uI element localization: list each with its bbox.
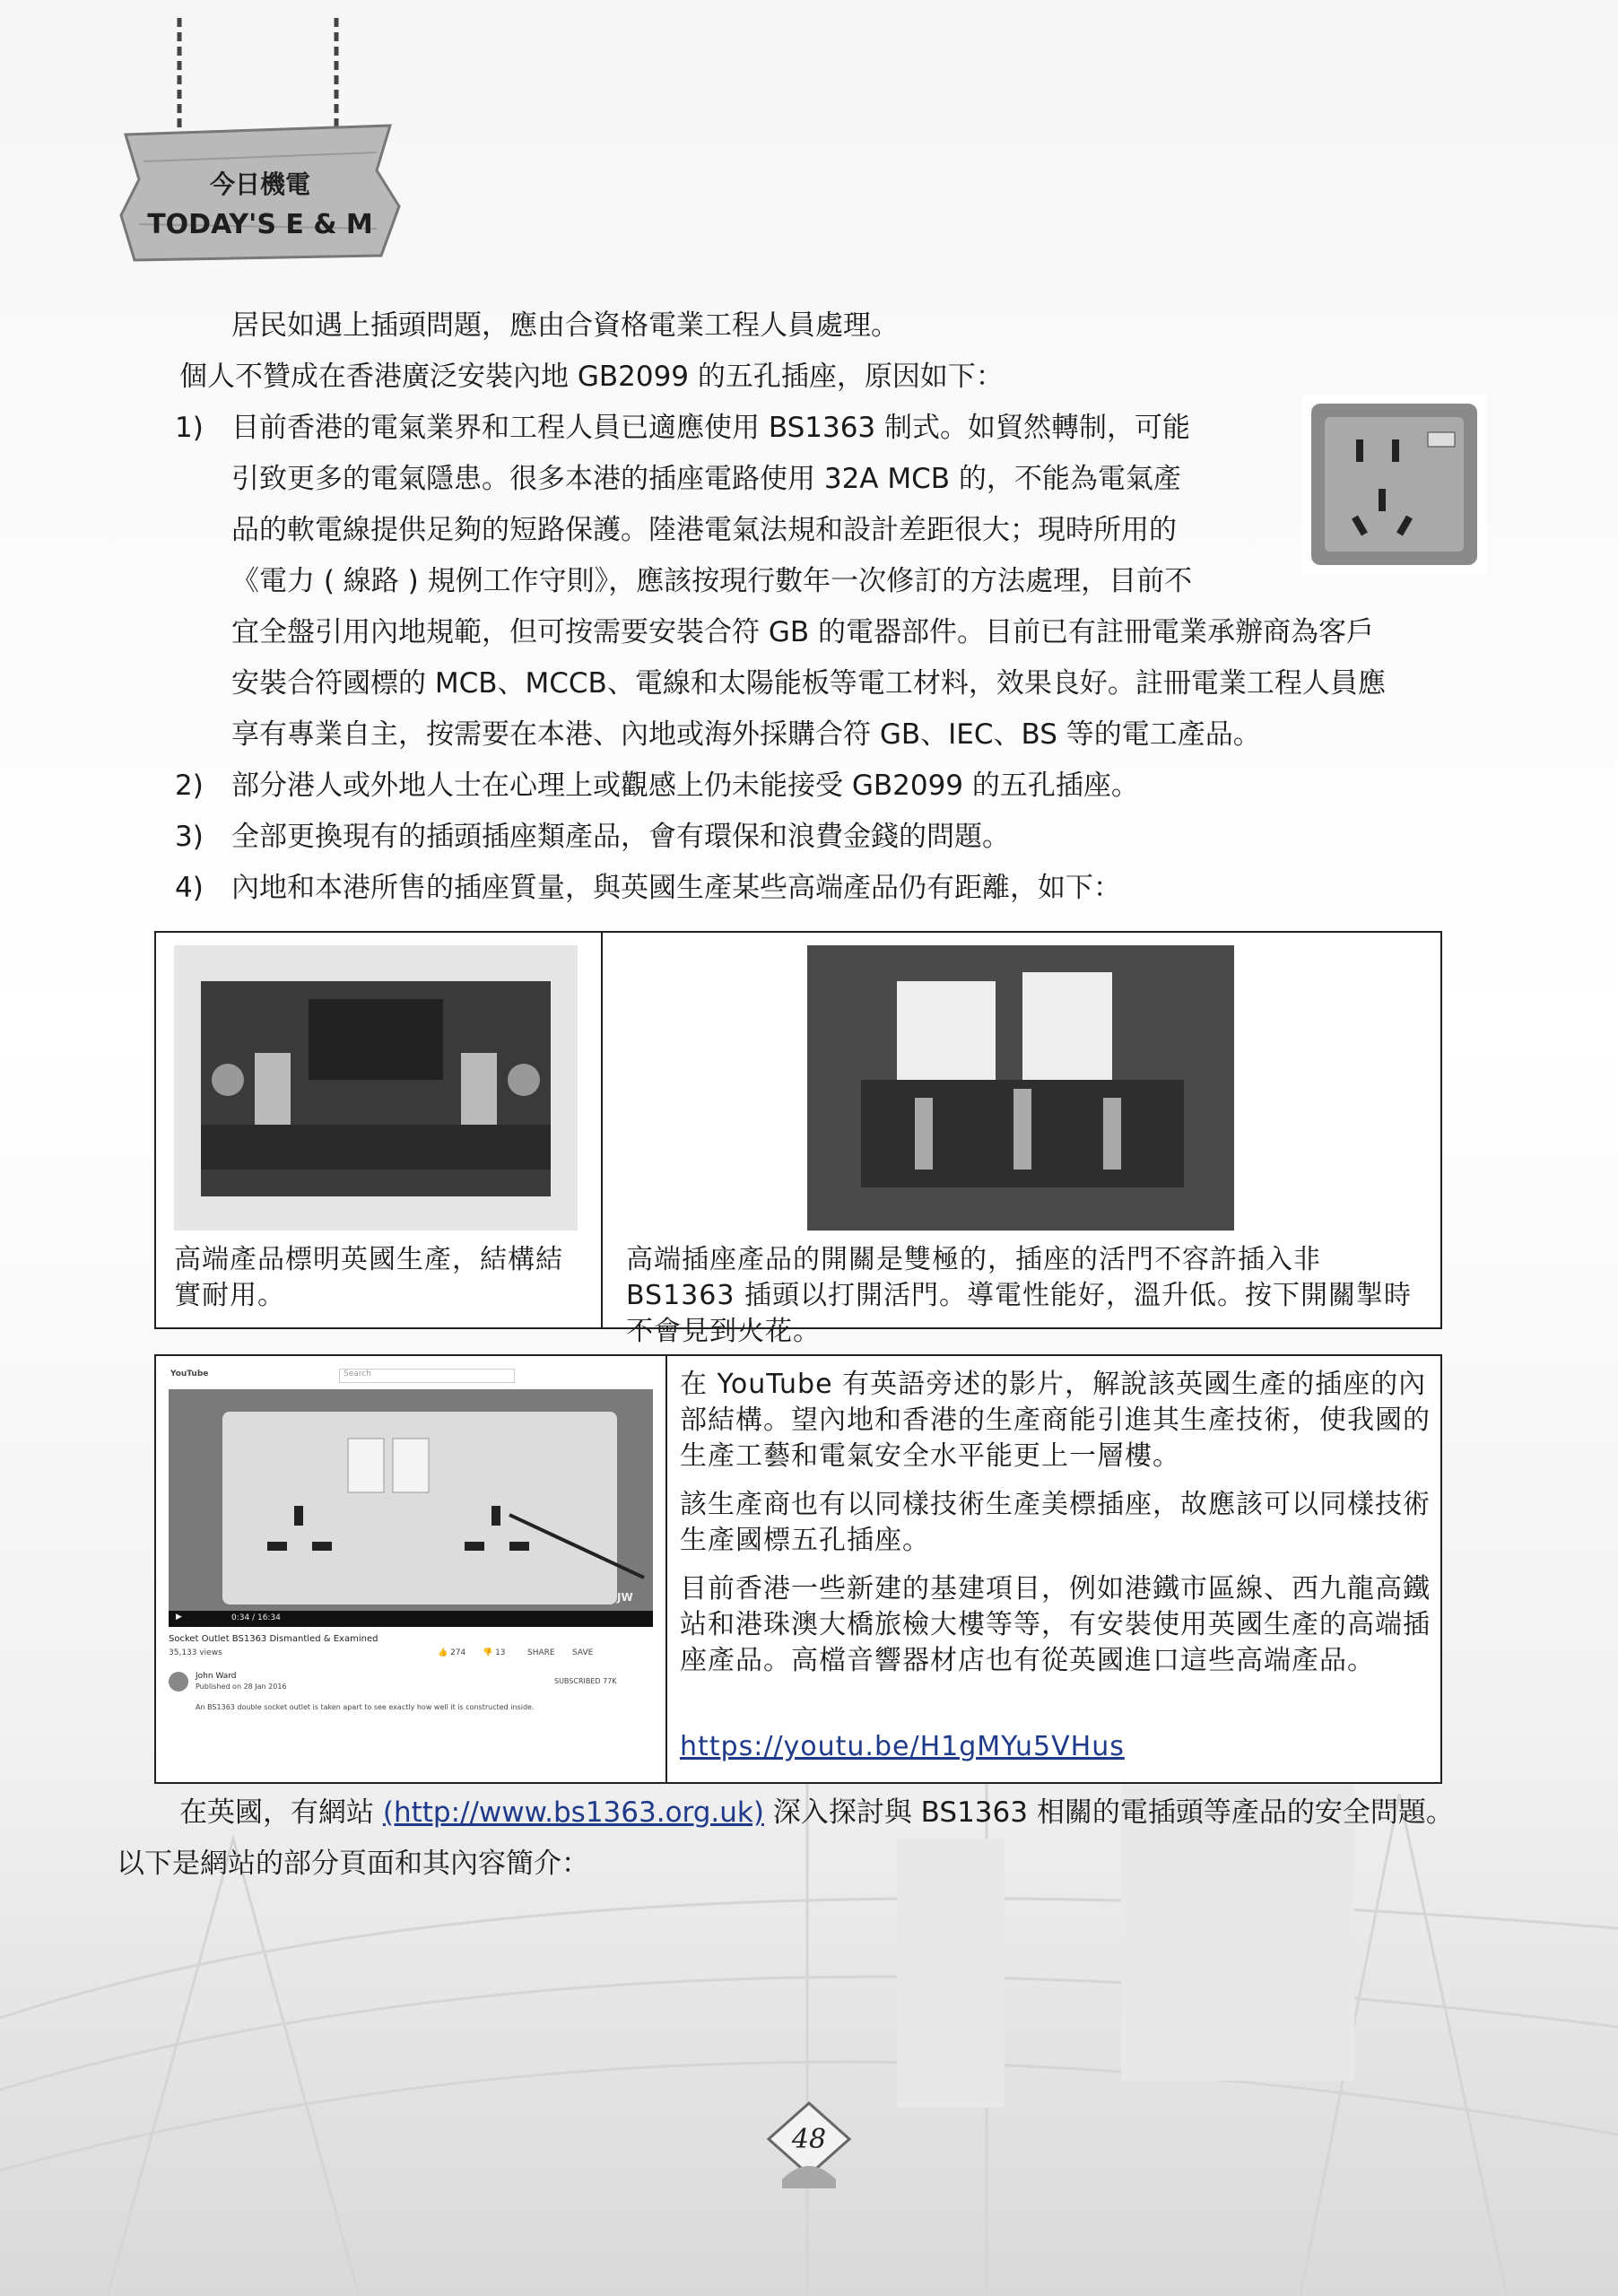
uk-socket-back-caption: 高端產品標明英國生產，結構結實耐用。: [174, 1244, 563, 1311]
gb-socket-photo: [1302, 395, 1486, 574]
intro-paragraph-1: 居民如遇上插頭問題，應由合資格電業工程人員處理。: [231, 309, 899, 342]
table-divider: [601, 933, 603, 1327]
channel-name[interactable]: John Ward: [196, 1672, 237, 1681]
sign-title-cn: 今日機電: [209, 170, 311, 199]
list-item-1-line-6: 安裝合符國標的 MCB、MCCB、電線和太陽能板等電工材料，效果良好。註冊電業工程人員應: [231, 667, 1386, 700]
channel-avatar[interactable]: [169, 1672, 188, 1692]
dislike-button[interactable]: 👎 13: [483, 1648, 506, 1657]
publish-date: Published on 28 Jan 2016: [196, 1683, 287, 1691]
manufacturer-note: 該生產商也有以同樣技術生產美標插座，故應該可以同樣技術生產國標五孔插座。: [680, 1489, 1431, 1556]
list-item-4: 內地和本港所售的插座質量，與英國生產某些高端產品仍有距離，如下：: [231, 872, 1121, 904]
helmet-icon: [782, 2166, 836, 2188]
comparison-table-2: [154, 1354, 1442, 1784]
list-item-2: 部分港人或外地人士在心理上或觀感上仍未能接受 GB2099 的五孔插座。: [231, 770, 1139, 802]
uk-socket-switch-caption: 高端插座產品的開關是雙極的，插座的活門不容許插入非 BS1363 插頭以打開活門。導電性能好，溫升低。按下開關掣時不會見到火花。: [626, 1244, 1412, 1347]
video-player[interactable]: [169, 1389, 653, 1627]
list-item-3: 全部更換現有的插頭插座類產品，會有環保和浪費金錢的問題。: [231, 821, 1010, 853]
youtube-search-input[interactable]: Search: [339, 1369, 515, 1383]
subscribe-button[interactable]: SUBSCRIBED 77K: [554, 1677, 617, 1685]
page-number: 48: [791, 2124, 827, 2155]
video-time: 0:34 / 16:34: [231, 1613, 281, 1622]
list-item-1-line-7: 享有專業自主，按需要在本港、內地或海外採購合符 GB、IEC、BS 等的電工產品。: [231, 718, 1261, 751]
like-count: 274: [450, 1648, 466, 1657]
list-item-1-line-5: 宜全盤引用內地規範，但可按需要安裝合符 GB 的電器部件。目前已有註冊電業承辦商為客戶: [231, 616, 1374, 648]
list-number-4: 4): [175, 872, 204, 904]
list-number-2: 2): [175, 770, 204, 802]
hk-projects-note: 目前香港一些新建的基建項目，例如港鐵市區線、西九龍高鐵站和港珠澳大橋旅檢大樓等等，有安裝使用英國生產的高端插座產品。高檔音響器材店也有從英國進口這些高端產品。: [680, 1573, 1431, 1676]
list-item-1-line-4: 《電力 ( 線路 ) 規例工作守則》，應該按現行數年一次修訂的方法處理，目前不: [231, 565, 1193, 597]
uk-socket-switch-photo: [807, 945, 1234, 1231]
bs1363-website-link[interactable]: (http://www.bs1363.org.uk): [382, 1796, 764, 1829]
closing-line-2: 以下是網站的部分頁面和其內容簡介：: [117, 1848, 589, 1880]
closing-line-1: [179, 1787, 1454, 1839]
uk-socket-back-photo: [174, 945, 578, 1231]
page-number-badge: [764, 2099, 854, 2197]
youtube-logo-icon: YouTube: [170, 1370, 209, 1378]
comparison-table-1: [154, 931, 1442, 1347]
chain-icon: [179, 18, 336, 135]
video-title: Socket Outlet BS1363 Dismantled & Examined: [169, 1634, 378, 1644]
youtube-screenshot[interactable]: [169, 1367, 653, 1770]
like-button[interactable]: 👍 274: [438, 1648, 466, 1657]
save-button[interactable]: SAVE: [572, 1648, 594, 1657]
youtube-topbar: [169, 1367, 653, 1385]
video-watermark: JW: [617, 1591, 633, 1604]
closing-pre: 在英國，有網站: [179, 1796, 383, 1829]
list-item-1-line-1: 目前香港的電氣業界和工程人員已適應使用 BS1363 制式。如貿然轉制，可能: [231, 412, 1190, 444]
dislike-count: 13: [495, 1648, 506, 1657]
list-item-1-line-3: 品的軟電線提供足夠的短路保護。陸港電氣法規和設計差距很大；現時所用的: [231, 514, 1177, 546]
list-number-3: 3): [175, 821, 204, 853]
section-sign: [108, 18, 413, 278]
video-description: An BS1363 double socket outlet is taken apart to see exactly how well it is constructed inside.: [196, 1703, 535, 1711]
closing-post: 深入探討與 BS1363 相關的電插頭等產品的安全問題。: [763, 1796, 1454, 1829]
play-icon[interactable]: ▶: [176, 1613, 182, 1622]
share-button[interactable]: SHARE: [527, 1648, 555, 1657]
table-divider-2: [665, 1356, 667, 1782]
sign-title-en: TODAY'S E & M: [147, 209, 373, 240]
video-explanation: 在 YouTube 有英語旁述的影片，解說該英國生產的插座的內部結構。望內地和香港的生產商能引進其生產技術，使我國的生產工藝和電氣安全水平能更上一層樓。: [680, 1369, 1431, 1472]
video-views: 35,133 views: [169, 1648, 222, 1657]
list-number-1: 1): [175, 412, 204, 444]
list-item-1-line-2: 引致更多的電氣隱患。很多本港的插座電路使用 32A MCB 的，不能為電氣產: [231, 463, 1181, 495]
youtube-link[interactable]: https://youtu.be/H1gMYu5VHus: [680, 1731, 1125, 1762]
intro-paragraph-2: 個人不贊成在香港廣泛安裝內地 GB2099 的五孔插座，原因如下：: [179, 361, 1004, 393]
